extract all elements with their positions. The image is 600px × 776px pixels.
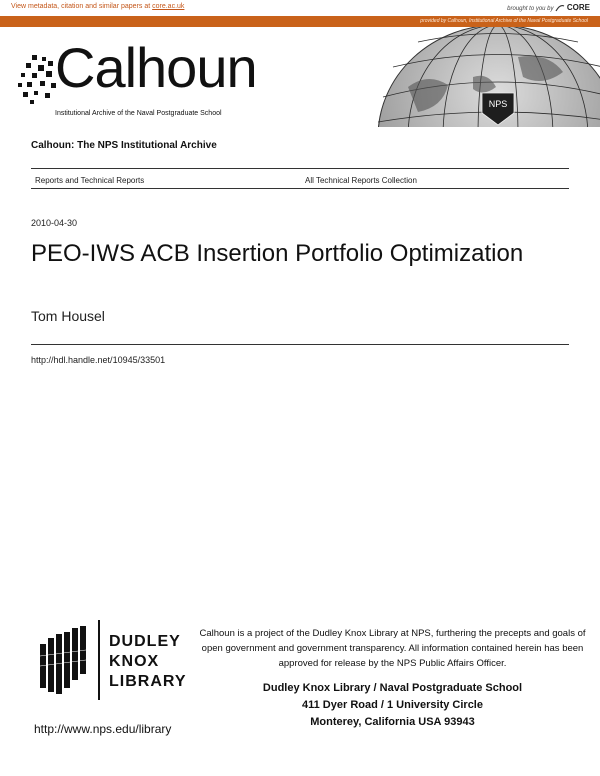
calhoun-logo-text: Calhoun — [55, 36, 257, 99]
address-line-3: Monterey, California USA 93943 — [310, 716, 475, 728]
divider — [31, 344, 569, 345]
wordmark-library: LIBRARY — [109, 673, 187, 690]
handle-link[interactable]: http://hdl.handle.net/10945/33501 — [31, 355, 166, 365]
core-logo-icon — [555, 4, 565, 12]
document-title: PEO-IWS ACB Insertion Portfolio Optimization — [31, 240, 524, 267]
core-brought-by: brought to you by — [507, 6, 554, 12]
divider — [31, 188, 569, 189]
core-metadata-prefix: View metadata, citation and similar papers at — [11, 3, 151, 10]
wordmark-knox: KNOX — [109, 653, 160, 670]
core-metadata-text — [11, 3, 184, 10]
archive-title: Calhoun: The NPS Institutional Archive — [31, 140, 217, 151]
core-brand-name: CORE — [566, 3, 590, 12]
address-line-1: Dudley Knox Library / Naval Postgraduate School — [262, 682, 523, 694]
dudley-knox-book-stack-icon — [40, 626, 92, 698]
provided-by-bar — [0, 16, 600, 27]
nps-seal-label: NPS — [488, 99, 508, 109]
address-line-2: 411 Dyer Road / 1 University Circle — [302, 699, 483, 711]
core-link[interactable]: core.ac.uk — [152, 3, 185, 10]
dudley-knox-wordmark — [109, 632, 187, 692]
collection-all-reports-link[interactable]: All Technical Reports Collection — [305, 176, 417, 185]
calhoun-logo-subtitle: Institutional Archive of the Naval Postgraduate School — [55, 110, 222, 117]
library-url-link[interactable]: http://www.nps.edu/library — [34, 722, 172, 736]
footer-divider — [98, 620, 100, 700]
wordmark-dudley: DUDLEY — [109, 633, 181, 650]
calhoun-pixel-mark-icon — [18, 55, 58, 105]
library-address — [190, 680, 595, 731]
divider — [31, 168, 569, 169]
document-date: 2010-04-30 — [31, 218, 78, 228]
core-brand[interactable] — [507, 3, 590, 12]
document-author: Tom Housel — [31, 308, 105, 324]
globe-image — [378, 27, 600, 127]
collection-reports-link[interactable]: Reports and Technical Reports — [35, 176, 145, 185]
calhoun-project-blurb: Calhoun is a project of the Dudley Knox Library at NPS, furthering the precepts and goals of open government and government transparency. All information contained herein has been approved for release by the NPS Public Affairs Officer. — [199, 628, 586, 669]
provided-by-text: provided by Calhoun, Institutional Archive of the Naval Postgraduate School — [420, 18, 588, 24]
